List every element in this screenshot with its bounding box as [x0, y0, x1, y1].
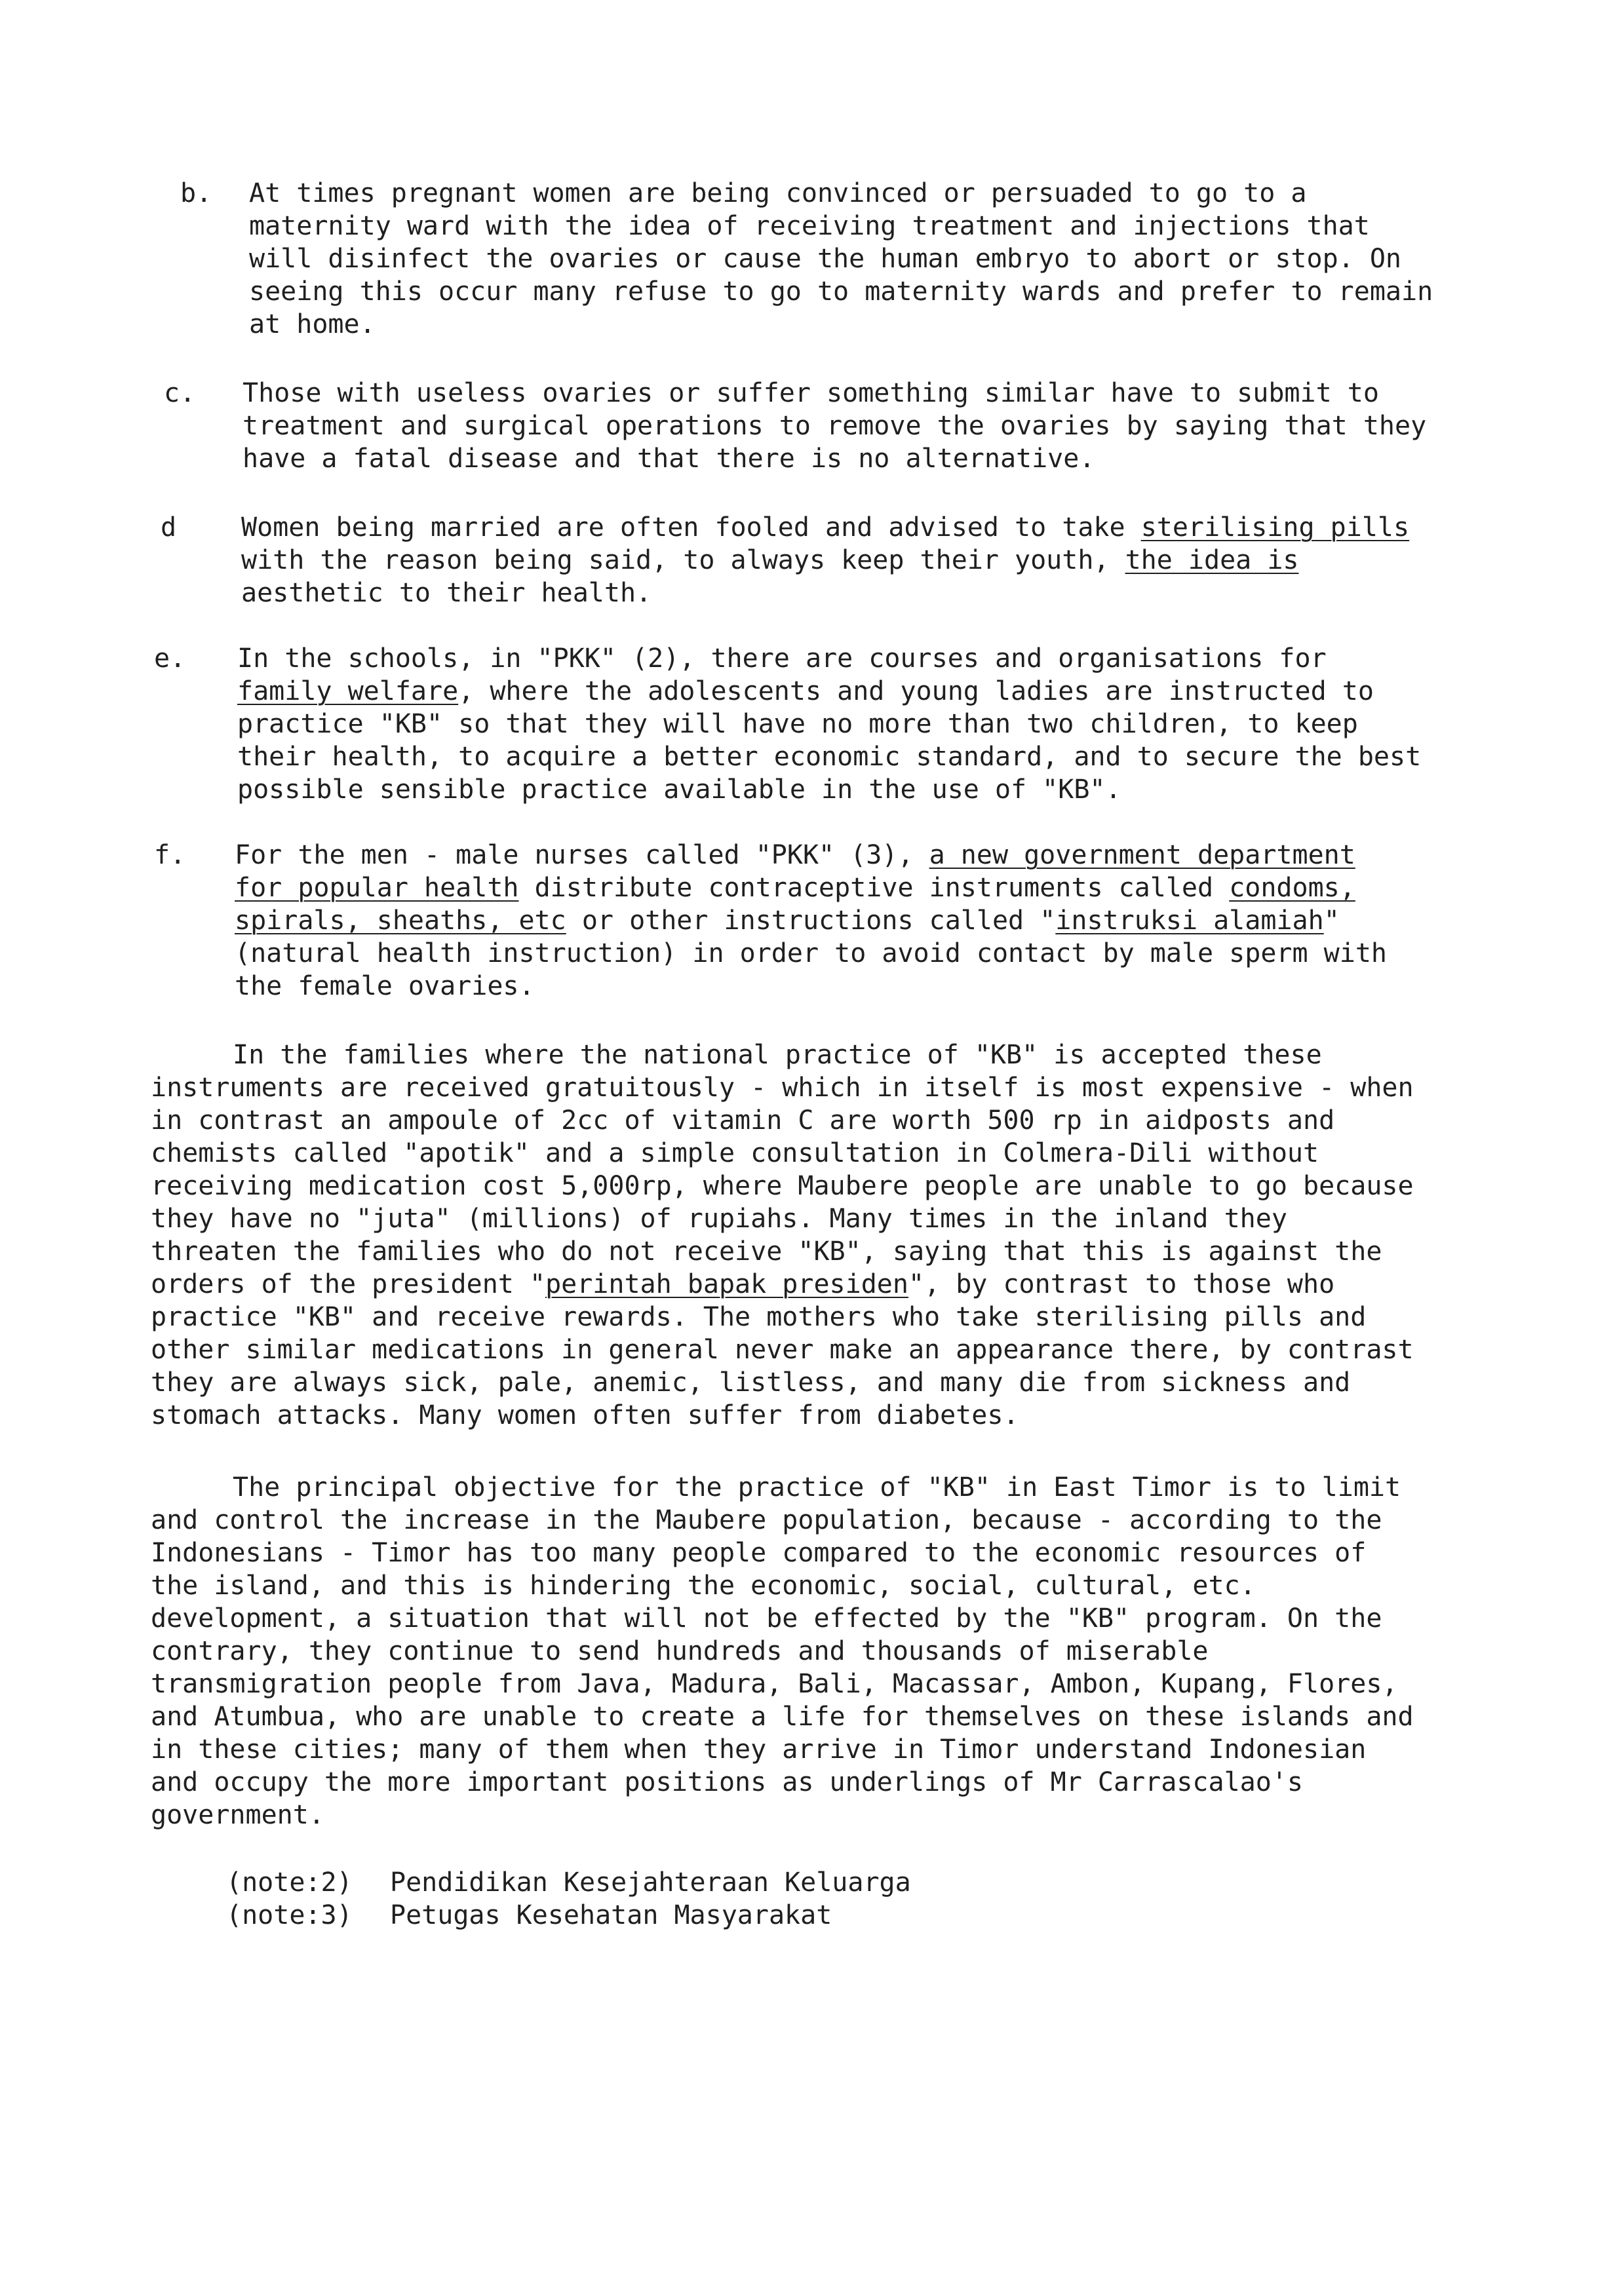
text-line: For the men - male nurses called "PKK" (3), a new government department	[235, 840, 1355, 870]
text-line: development, a situation that will not be effected by the "KB" program. On the	[151, 1603, 1382, 1634]
text-line: In the schools, in "PKK" (2), there are courses and organisations for	[237, 643, 1327, 674]
footnote-text: Pendidikan Kesejahteraan Keluarga	[390, 1867, 911, 1898]
text-line: with the reason being said, to always keep their youth, the idea is	[241, 545, 1299, 575]
text-line: their health, to acquire a better economic standard, and to secure the best	[237, 742, 1422, 772]
text-line: they are always sick, pale, anemic, listless, and many die from sickness and	[151, 1368, 1351, 1398]
text-line: Women being married are often fooled and advised to take sterilising pills	[241, 512, 1410, 543]
text-line: in these cities; many of them when they arrive in Timor understand Indonesian	[151, 1734, 1367, 1765]
list-item-e	[151, 642, 1488, 806]
text-line: orders of the president "perintah bapak presiden", by contrast to those who	[151, 1269, 1335, 1299]
text-line: possible sensible practice available in the use of "KB".	[237, 775, 1121, 805]
list-item-letter: f.	[154, 840, 186, 870]
text-line: (natural health instruction) in order to avoid contact by male sperm with	[235, 938, 1387, 968]
text-line: spirals, sheaths, etc or other instructions called "instruksi alamiah"	[235, 906, 1340, 936]
text-line: and control the increase in the Maubere population, because - according to the	[151, 1505, 1382, 1535]
list-item-c	[151, 377, 1488, 475]
footnotes	[226, 1866, 1209, 1932]
list-item-text	[249, 177, 1488, 341]
text-line: chemists called "apotik" and a simple consultation in Colmera-Dili without	[151, 1138, 1319, 1168]
text-line: practice "KB" and receive rewards. The mothers who take sterilising pills and	[151, 1302, 1367, 1332]
body-paragraph-2	[151, 1471, 1488, 1831]
footnote-row	[226, 1899, 1209, 1932]
text-line: and Atumbua, who are unable to create a life for themselves on these islands and	[151, 1702, 1414, 1732]
text-line: the female ovaries.	[235, 971, 535, 1001]
text-line: receiving medication cost 5,000rp, where Maubere people are unable to go because	[151, 1171, 1414, 1201]
text-line: treatment and surgical operations to remove the ovaries by saying that they	[243, 411, 1427, 441]
text-line: Indonesians - Timor has too many people compared to the economic resources of	[151, 1538, 1367, 1568]
text-line: government.	[151, 1800, 324, 1830]
text-line: transmigration people from Java, Madura, Bali, Macassar, Ambon, Kupang, Flores,	[151, 1669, 1398, 1699]
text-line: and occupy the more important positions as underlings of Mr Carrascalao's	[151, 1767, 1303, 1797]
list-item-letter: c.	[164, 378, 196, 408]
list-item-text	[235, 839, 1473, 1003]
list-item-text	[243, 377, 1481, 475]
text-line: threaten the families who do not receive "KB", saying that this is against the	[151, 1236, 1382, 1267]
text-line: family welfare, where the adolescents and young ladies are instructed to	[237, 676, 1374, 706]
footnote-label: (note:2)	[226, 1867, 353, 1898]
list-item-letter: e.	[154, 643, 186, 674]
text-line: at home.	[249, 309, 376, 339]
text-line: aesthetic to their health.	[241, 578, 652, 608]
text-line: other similar medications in general never make an appearance there, by contrast	[151, 1335, 1414, 1365]
list-item-text	[241, 511, 1480, 609]
text-line: Those with useless ovaries or suffer something similar have to submit to	[243, 378, 1379, 408]
list-item-b	[151, 177, 1488, 341]
list-item-f	[151, 839, 1488, 1003]
list-item-letter: d	[161, 512, 177, 543]
text-line: contrary, they continue to send hundreds and thousands of miserable	[151, 1636, 1209, 1666]
text-line: stomach attacks. Many women often suffer from diabetes.	[151, 1400, 1019, 1430]
text-line: will disinfect the ovaries or cause the human embryo to abort or stop. On	[249, 244, 1401, 274]
list-item-letter: b.	[180, 178, 212, 208]
text-line: for popular health distribute contraceptive instruments called condoms,	[235, 873, 1355, 903]
text-line: practice "KB" so that they will have no more than two children, to keep	[237, 709, 1358, 739]
footnote-label: (note:3)	[226, 1900, 353, 1930]
text-line: have a fatal disease and that there is no alternative.	[243, 444, 1095, 474]
text-line: they have no "juta" (millions) of rupiahs. Many times in the inland they	[151, 1204, 1287, 1234]
text-line: instruments are received gratuitously - which in itself is most expensive - when	[151, 1073, 1414, 1103]
text-line: maternity ward with the idea of receiving treatment and injections that	[249, 211, 1370, 241]
list-item-text	[237, 642, 1476, 806]
text-line: In the families where the national practice of "KB" is accepted these	[233, 1040, 1322, 1070]
body-paragraph-1	[151, 1039, 1488, 1432]
text-line: in contrast an ampoule of 2cc of vitamin C are worth 500 rp in aidposts and	[151, 1105, 1335, 1136]
footnote-text: Petugas Kesehatan Masyarakat	[390, 1900, 832, 1930]
list-item-d	[151, 511, 1488, 609]
text-line: the island, and this is hindering the economic, social, cultural, etc.	[151, 1571, 1256, 1601]
footnote-row	[226, 1866, 1209, 1899]
text-line: The principal objective for the practice of "KB" in East Timor is to limit	[233, 1472, 1401, 1502]
text-line: At times pregnant women are being convinced or persuaded to go to a	[249, 178, 1307, 208]
text-line: seeing this occur many refuse to go to maternity wards and prefer to remain	[249, 277, 1433, 307]
